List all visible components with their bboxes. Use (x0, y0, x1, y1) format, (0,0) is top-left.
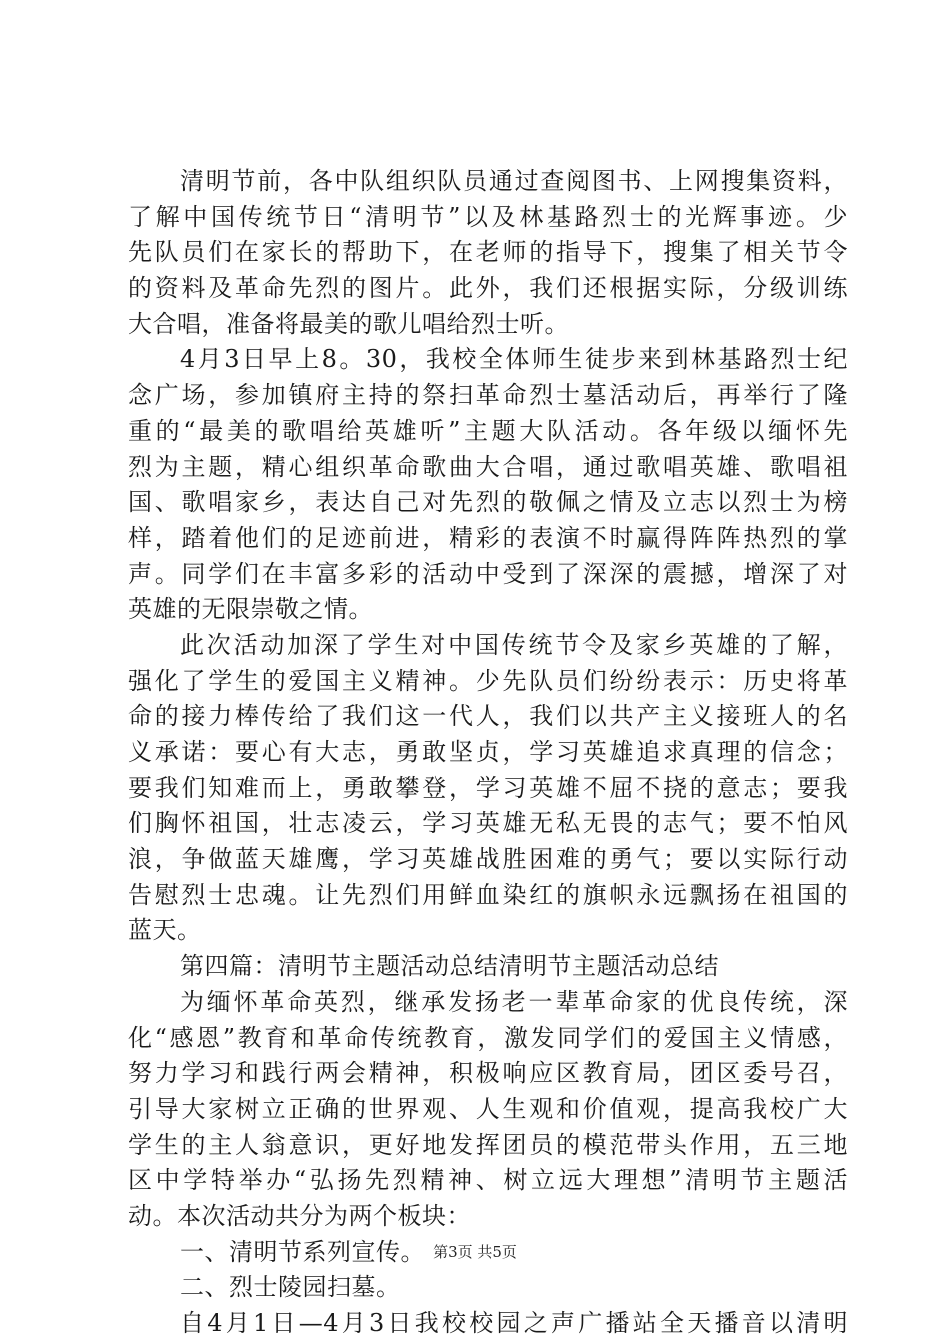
text-line: 声。同学们在丰富多彩的活动中受到了深深的震撼，增深了对 (128, 559, 848, 588)
text-line: 重的“最美的歌唱给英雄听”主题大队活动。各年级以缅怀先 (128, 416, 848, 445)
text-line: 引导大家树立正确的世界观、人生观和价值观，提高我校广大 (128, 1094, 848, 1123)
page-footer: 第3页 共5页 (433, 1243, 517, 1261)
text-line: 烈为主题，精心组织革命歌曲大合唱，通过歌唱英雄、歌唱祖 (128, 452, 848, 481)
text-line: 为缅怀革命英烈，继承发扬老一辈革命家的优良传统，深 (180, 987, 848, 1016)
text-line: 努力学习和践行两会精神，积极响应区教育局，团区委号召， (128, 1059, 848, 1088)
text-line: 英雄的无限崇敬之情。 (128, 595, 373, 624)
text-line: 先队员们在家长的帮助下，在老师的指导下，搜集了相关节令 (128, 238, 848, 267)
text-line: 自4月1日—4月3日我校校园之声广播站全天播音以清明 (180, 1309, 848, 1337)
text-line: 样，踏着他们的足迹前进，精彩的表演不时赢得阵阵热烈的掌 (128, 523, 848, 552)
text-line: 此次活动加深了学生对中国传统节令及家乡英雄的了解， (180, 630, 848, 659)
text-line: 的资料及革命先烈的图片。此外，我们还根据实际，分级训练 (128, 274, 848, 303)
text-line: 区中学特举办“弘扬先烈精神、树立远大理想”清明节主题活 (128, 1166, 848, 1195)
text-line: 化“感恩”教育和革命传统教育，激发同学们的爱国主义情感， (128, 1023, 848, 1052)
text-line: 蓝天。 (128, 916, 202, 945)
text-line: 第四篇：清明节主题活动总结清明节主题活动总结 (180, 952, 719, 981)
text-line: 告慰烈士忠魂。让先烈们用鲜血染红的旗帜永远飘扬在祖国的 (128, 880, 848, 909)
text-line: 动。本次活动共分为两个板块： (128, 1201, 471, 1230)
text-line: 大合唱，准备将最美的歌儿唱给烈士听。 (128, 309, 569, 338)
text-line: 浪，争做蓝天雄鹰，学习英雄战胜困难的勇气；要以实际行动 (128, 845, 848, 874)
text-line: 命的接力棒传给了我们这一代人，我们以共产主义接班人的名 (128, 702, 848, 731)
text-line: 强化了学生的爱国主义精神。少先队员们纷纷表示：历史将革 (128, 666, 848, 695)
text-line: 了解中国传统节日“清明节”以及林基路烈士的光辉事迹。少 (128, 202, 848, 231)
text-line: 们胸怀祖国，壮志凌云，学习英雄无私无畏的志气；要不怕风 (128, 809, 848, 838)
text-line: 要我们知难而上，勇敢攀登，学习英雄不屈不挠的意志；要我 (128, 773, 848, 802)
text-line: 念广场，参加镇府主持的祭扫革命烈士墓活动后，再举行了隆 (128, 381, 848, 410)
text-line: 义承诺：要心有大志，勇敢坚贞，学习英雄追求真理的信念； (128, 738, 848, 766)
text-line: 清明节前，各中队组织队员通过查阅图书、上网搜集资料， (180, 167, 848, 195)
text-line: 二、烈士陵园扫墓。 (180, 1273, 401, 1302)
document-body (128, 164, 848, 1342)
text-line: 一、清明节系列宣传。 (180, 1237, 425, 1266)
text-line: 学生的主人翁意识，更好地发挥团员的模范带头作用，五三地 (128, 1130, 848, 1159)
text-line: 4月3日早上8。30，我校全体师生徒步来到林基路烈士纪 (180, 345, 848, 374)
text-line: 国、歌唱家乡，表达自己对先烈的敬佩之情及立志以烈士为榜 (128, 488, 848, 517)
